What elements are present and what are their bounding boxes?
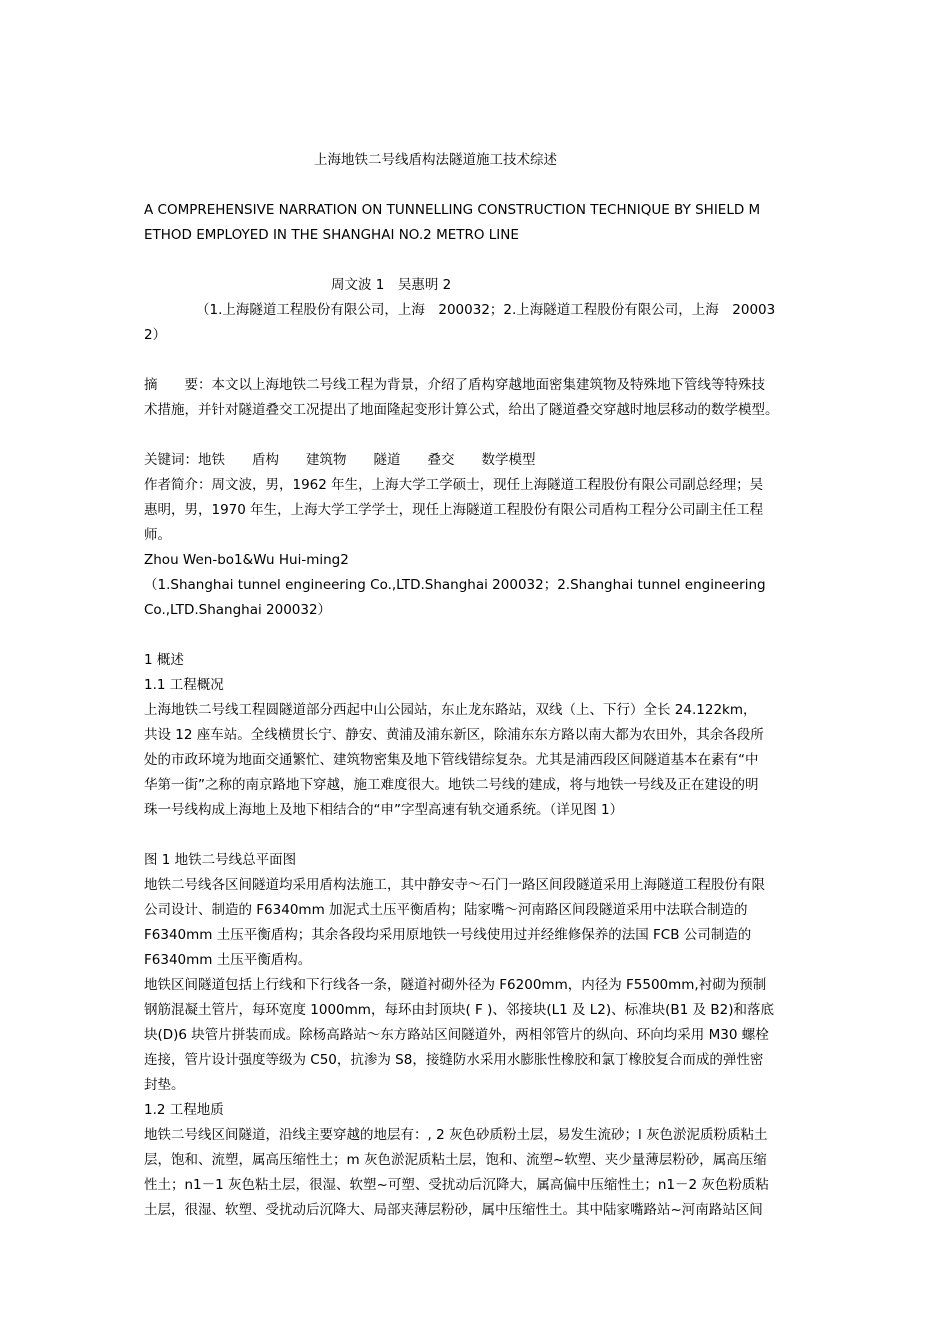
paragraph-1-2-line-4: 土层，很湿、软塑、受扰动后沉降大、局部夹薄层粉砂，属中压缩性土。其中陆家嘴路站~河南路站区间 <box>144 1202 763 1218</box>
paragraph-shield-line-3: F6340mm 土压平衡盾构；其余各段均采用原地铁一号线使用过并经维修保养的法国 FCB 公司制造的 <box>144 927 752 943</box>
title-english-line-1: A COMPREHENSIVE NARRATION ON TUNNELLING CONSTRUCTION TECHNIQUE BY SHIELD M <box>144 202 761 218</box>
paragraph-lining-line-5: 封垫。 <box>144 1077 185 1093</box>
paragraph-lining-line-1: 地铁区间隧道包括上行线和下行线各一条，隧道衬砌外径为 F6200mm，内径为 F5500mm,衬砌为预制 <box>144 977 767 993</box>
title-english-line-2: ETHOD EMPLOYED IN THE SHANGHAI NO.2 METRO LINE <box>144 227 519 243</box>
affiliation-chinese-line-2: 2） <box>144 327 167 343</box>
affiliation-english-line-1: （1.Shanghai tunnel engineering Co.,LTD.Shanghai 200032；2.Shanghai tunnel engineering <box>144 577 766 593</box>
section-heading-1-2: 1.2 工程地质 <box>144 1102 224 1118</box>
affiliation-english-line-2: Co.,LTD.Shanghai 200032） <box>144 602 332 618</box>
author-bio-line-2: 惠明，男，1970 年生，上海大学工学学士，现任上海隧道工程股份有限公司盾构工程分公司副主任工程 <box>144 502 764 518</box>
authors-chinese: 周文波 1 吴惠明 2 <box>331 277 452 293</box>
author-bio-line-1: 作者简介：周文波，男，1962 年生，上海大学工学硕士，现任上海隧道工程股份有限公司副总经理；吴 <box>144 477 764 493</box>
author-bio-line-3: 师。 <box>144 527 171 543</box>
keywords: 关键词：地铁 盾构 建筑物 隧道 叠交 数学模型 <box>144 452 536 468</box>
paragraph-1-1-line-5: 珠一号线构成上海地上及地下相结合的“申”字型高速有轨交通系统。（详见图 1） <box>144 802 624 818</box>
authors-english: Zhou Wen-bo1&Wu Hui-ming2 <box>144 552 349 568</box>
paragraph-shield-line-4: F6340mm 土压平衡盾构。 <box>144 952 312 968</box>
title-chinese: 上海地铁二号线盾构法隧道施工技术综述 <box>314 152 557 168</box>
paragraph-shield-line-1: 地铁二号线各区间隧道均采用盾构法施工，其中静安寺～石门一路区间段隧道采用上海隧道工程股份有限 <box>144 877 765 893</box>
paragraph-shield-line-2: 公司设计、制造的 F6340mm 加泥式土压平衡盾构；陆家嘴～河南路区间段隧道采用中法联合制造的 <box>144 902 748 918</box>
paragraph-1-2-line-3: 性土；n1－1 灰色粘土层，很湿、软塑~可塑、受扰动后沉降大，属高偏中压缩性土；n1－2 灰色粉质粘 <box>144 1177 769 1193</box>
paragraph-1-2-line-2: 层，饱和、流塑，属高压缩性土；m 灰色淤泥质粘土层，饱和、流塑~软塑、夹少量薄层粉砂，属高压缩 <box>144 1152 767 1168</box>
section-heading-1: 1 概述 <box>144 652 184 668</box>
paragraph-lining-line-4: 连接，管片设计强度等级为 C50，抗渗为 S8，接缝防水采用水膨胀性橡胶和氯丁橡胶复合而成的弹性密 <box>144 1052 764 1068</box>
paragraph-1-2-line-1: 地铁二号线区间隧道，沿线主要穿越的地层有：, 2 灰色砂质粉土层，易发生流砂；l 灰色淤泥质粉质粘土 <box>144 1127 768 1143</box>
abstract-line-2: 术措施，并针对隧道叠交工况提出了地面隆起变形计算公式，给出了隧道叠交穿越时地层移动的数学模型。 <box>144 402 779 418</box>
paragraph-lining-line-3: 块(D)6 块管片拼装而成。除杨高路站～东方路站区间隧道外，两相邻管片的纵向、环向均采用 M30 螺栓 <box>144 1027 769 1043</box>
paragraph-1-1-line-2: 共设 12 座车站。全线横贯长宁、静安、黄浦及浦东新区，除浦东东方路以南大都为农田外，其余各段所 <box>144 727 764 743</box>
section-heading-1-1: 1.1 工程概况 <box>144 677 224 693</box>
paragraph-1-1-line-4: 华第一街”之称的南京路地下穿越，施工难度很大。地铁二号线的建成，将与地铁一号线及正在建设的明 <box>144 777 759 793</box>
abstract-line-1: 摘 要：本文以上海地铁二号线工程为背景，介绍了盾构穿越地面密集建筑物及特殊地下管线等特殊技 <box>144 377 765 393</box>
paragraph-1-1-line-3: 处的市政环境为地面交通繁忙、建筑物密集及地下管线错综复杂。尤其是浦西段区间隧道基本在素有“中 <box>144 752 759 768</box>
paragraph-1-1-line-1: 上海地铁二号线工程圆隧道部分西起中山公园站，东止龙东路站，双线（上、下行）全长 24.122km， <box>144 702 757 718</box>
figure-caption-1: 图 1 地铁二号线总平面图 <box>144 852 297 868</box>
paragraph-lining-line-2: 钢筋混凝土管片，每环宽度 1000mm，每环由封顶块( F )、邻接块(L1 及 L2)、标准块(B1 及 B2)和落底 <box>144 1002 774 1018</box>
affiliation-chinese-line-1: （1.上海隧道工程股份有限公司，上海 200032；2.上海隧道工程股份有限公司，上海 20003 <box>196 302 776 318</box>
